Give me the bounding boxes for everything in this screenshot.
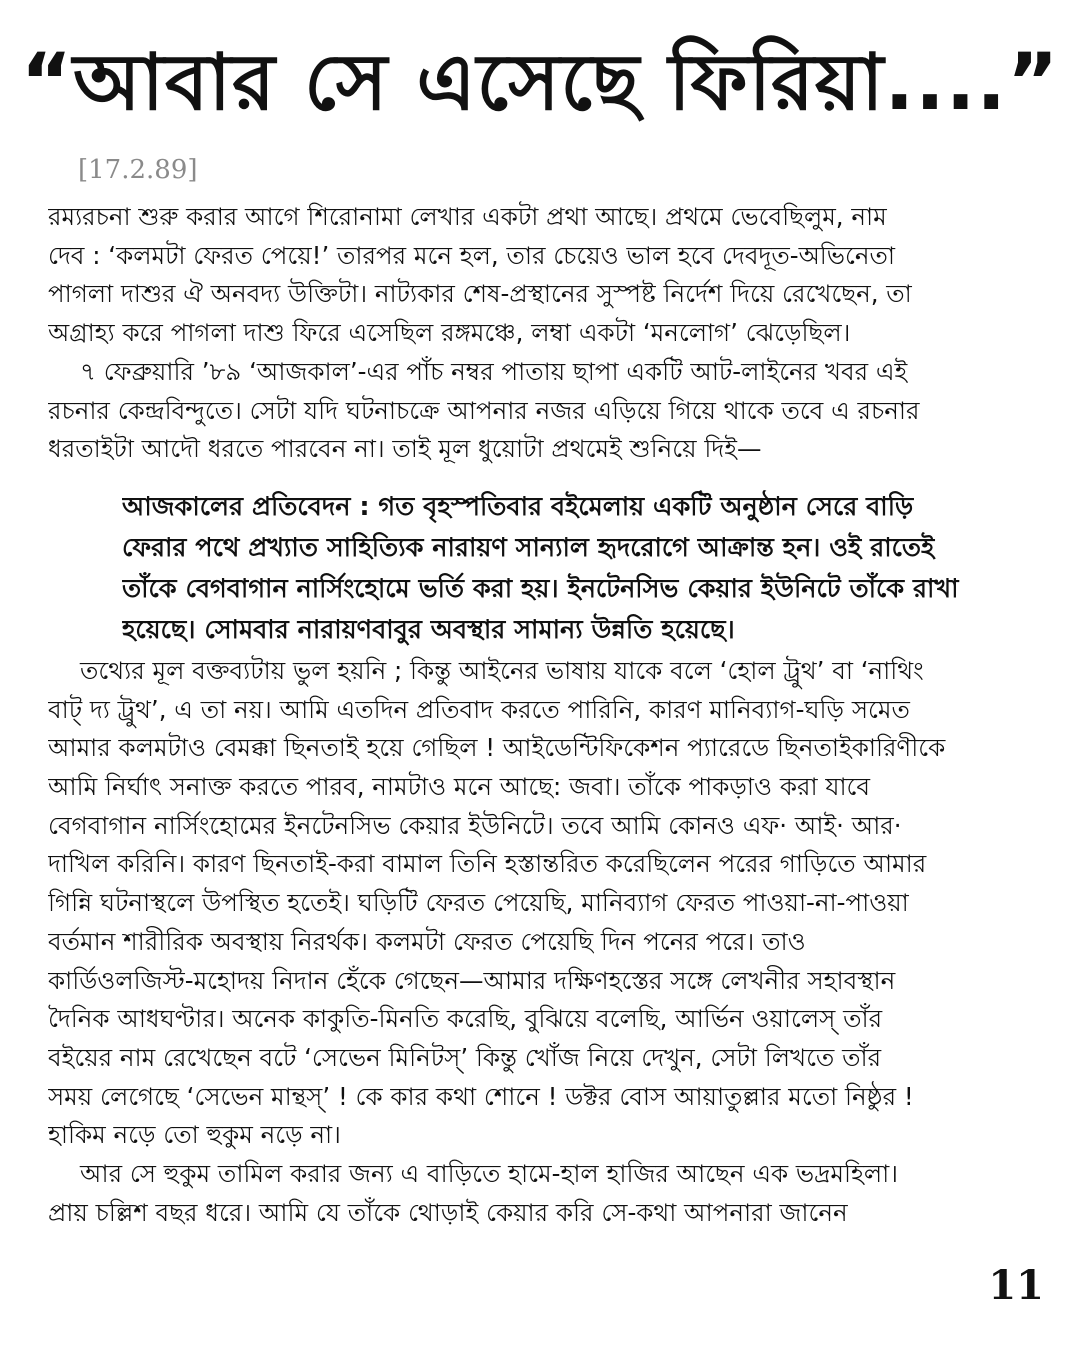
text-line: বেগবাগান নার্সিংহোমের ইনটেনসিভ কেয়ার ইউনিটে। তবে আমি কোনও এফ· আই· আর· <box>48 810 902 840</box>
paragraph-3 <box>48 652 1040 1155</box>
paragraph-1 <box>48 198 1040 353</box>
quote-line: আজকালের প্রতিবেদন : গত বৃহস্পতিবার বইমেলায় একটি অনুষ্ঠান সেরে বাড়ি <box>122 492 914 522</box>
quote-line: হয়েছে। সোমবার নারায়ণবাবুর অবস্থার সামান্য উন্নতি হয়েছে। <box>122 615 735 645</box>
text-line: আমি নির্ঘাৎ সনাক্ত করতে পারব, নামটাও মনে আছে: জবা। তাঁকে পাকড়াও করা যাবে <box>48 772 871 802</box>
text-line: সময় লেগেছে ‘সেভেন মান্থস্’ ! কে কার কথা শোনে ! ডক্টর বোস আয়াতুল্লার মতো নিষ্ঠুর ! <box>48 1081 914 1111</box>
text-line: আমার কলমটাও বেমক্কা ছিনতাই হয়ে গেছিল ! আইডেন্টিফিকেশন প্যারেডে ছিনতাইকারিণীকে <box>48 733 946 763</box>
text-line: রচনার কেন্দ্রবিন্দুতে। সেটা যদি ঘটনাচক্রে আপনার নজর এড়িয়ে গিয়ে থাকে তবে এ রচনার <box>48 395 920 425</box>
text-line: অগ্রাহ্য করে পাগলা দাশু ফিরে এসেছিল রঙ্গমঞ্চে, লম্বা একটা ‘মনলোগ’ ঝেড়েছিল। <box>48 318 851 348</box>
text-line: দাখিল করিনি। কারণ ছিনতাই-করা বামাল তিনি হস্তান্তরিত করেছিলেন পরের গাড়িতে আমার <box>48 849 927 879</box>
news-quote <box>122 487 1040 651</box>
text-line: প্রায় চল্লিশ বছর ধরে। আমি যে তাঁকে থোড়াই কেয়ার করি সে-কথা আপনারা জানেন <box>48 1197 848 1227</box>
text-line: ৭ ফেব্রুয়ারি ’৮৯ ‘আজকাল’-এর পাঁচ নম্বর পাতায় ছাপা একটি আট-লাইনের খবর এই <box>80 357 908 386</box>
quote-line: তাঁকে বেগবাগান নার্সিংহোমে ভর্তি করা হয়। ইনটেনসিভ কেয়ার ইউনিটে তাঁকে রাখা <box>122 574 959 604</box>
paragraph-4 <box>48 1155 1040 1232</box>
chapter-date: [17.2.89] <box>78 155 198 185</box>
text-line: আর সে হুকুম তামিল করার জন্য এ বাড়িতে হামে-হাল হাজির আছেন এক ভদ্রমহিলা। <box>80 1159 899 1188</box>
text-line: পাগলা দাশুর ঐ অনবদ্য উক্তিটা। নাট্যকার শেষ-প্রস্থানের সুস্পষ্ট নির্দেশ দিয়ে রেখেছেন, তা <box>48 279 912 309</box>
text-line: তথ্যের মূল বক্তব্যটায় ভুল হয়নি ; কিন্তু আইনের ভাষায় যাকে বলে ‘হোল ট্রুথ’ বা ‘নাথিং <box>80 656 924 685</box>
paragraph-2 <box>48 353 1040 469</box>
quote-line: ফেরার পথে প্রখ্যাত সাহিত্যিক নারায়ণ সান্যাল হৃদরোগে আক্রান্ত হন। ওই রাতেই <box>122 533 935 563</box>
text-line: বইয়ের নাম রেখেছেন বটে ‘সেভেন মিনিটস্’ কিন্তু খোঁজ নিয়ে দেখুন, সেটা লিখতে তাঁর <box>48 1042 882 1072</box>
text-line: গিন্নি ঘটনাস্থলে উপস্থিত হতেই। ঘড়িটি ফেরত পেয়েছি, মানিব্যাগ ফেরত পাওয়া-না-পাওয়া <box>48 888 909 918</box>
text-line: কার্ডিওলজিস্ট-মহোদয় নিদান হেঁকে গেছেন—আমার দক্ষিণহস্তের সঙ্গে লেখনীর সহাবস্থান <box>48 965 896 995</box>
text-line: দৈনিক আধঘণ্টার। অনেক কাকুতি-মিনতি করেছি, বুঝিয়ে বলেছি, আর্ভিন ওয়ালেস্ তাঁর <box>48 1004 883 1034</box>
text-line: রম্যরচনা শুরু করার আগে শিরোনামা লেখার একটা প্রথা আছে। প্রথমে ভেবেছিলুম, নাম <box>48 202 887 231</box>
text-line: ধরতাইটা আদৌ ধরতে পারবেন না। তাই মূল ধুয়োটা প্রথমেই শুনিয়ে দিই— <box>48 434 762 464</box>
text-line: দেব : ‘কলমটা ফেরত পেয়ে!’ তারপর মনে হল, তার চেয়েও ভাল হবে দেবদূত-অভিনেতা <box>48 240 896 270</box>
text-line: বাট্ দ্য ট্রুথ’, এ তা নয়। আমি এতদিন প্রতিবাদ করতে পারিনি, কারণ মানিব্যাগ-ঘড়ি সমেত <box>48 694 910 724</box>
chapter-title: “আবার সে এসেছে ফিরিয়া....” <box>20 38 1060 128</box>
text-line: হাকিম নড়ে তো হুকুম নড়ে না। <box>48 1120 341 1150</box>
text-line: বর্তমান শারীরিক অবস্থায় নিরর্থক। কলমটা ফেরত পেয়েছি দিন পনের পরে। তাও <box>48 926 806 956</box>
page-number: 11 <box>988 1262 1044 1309</box>
